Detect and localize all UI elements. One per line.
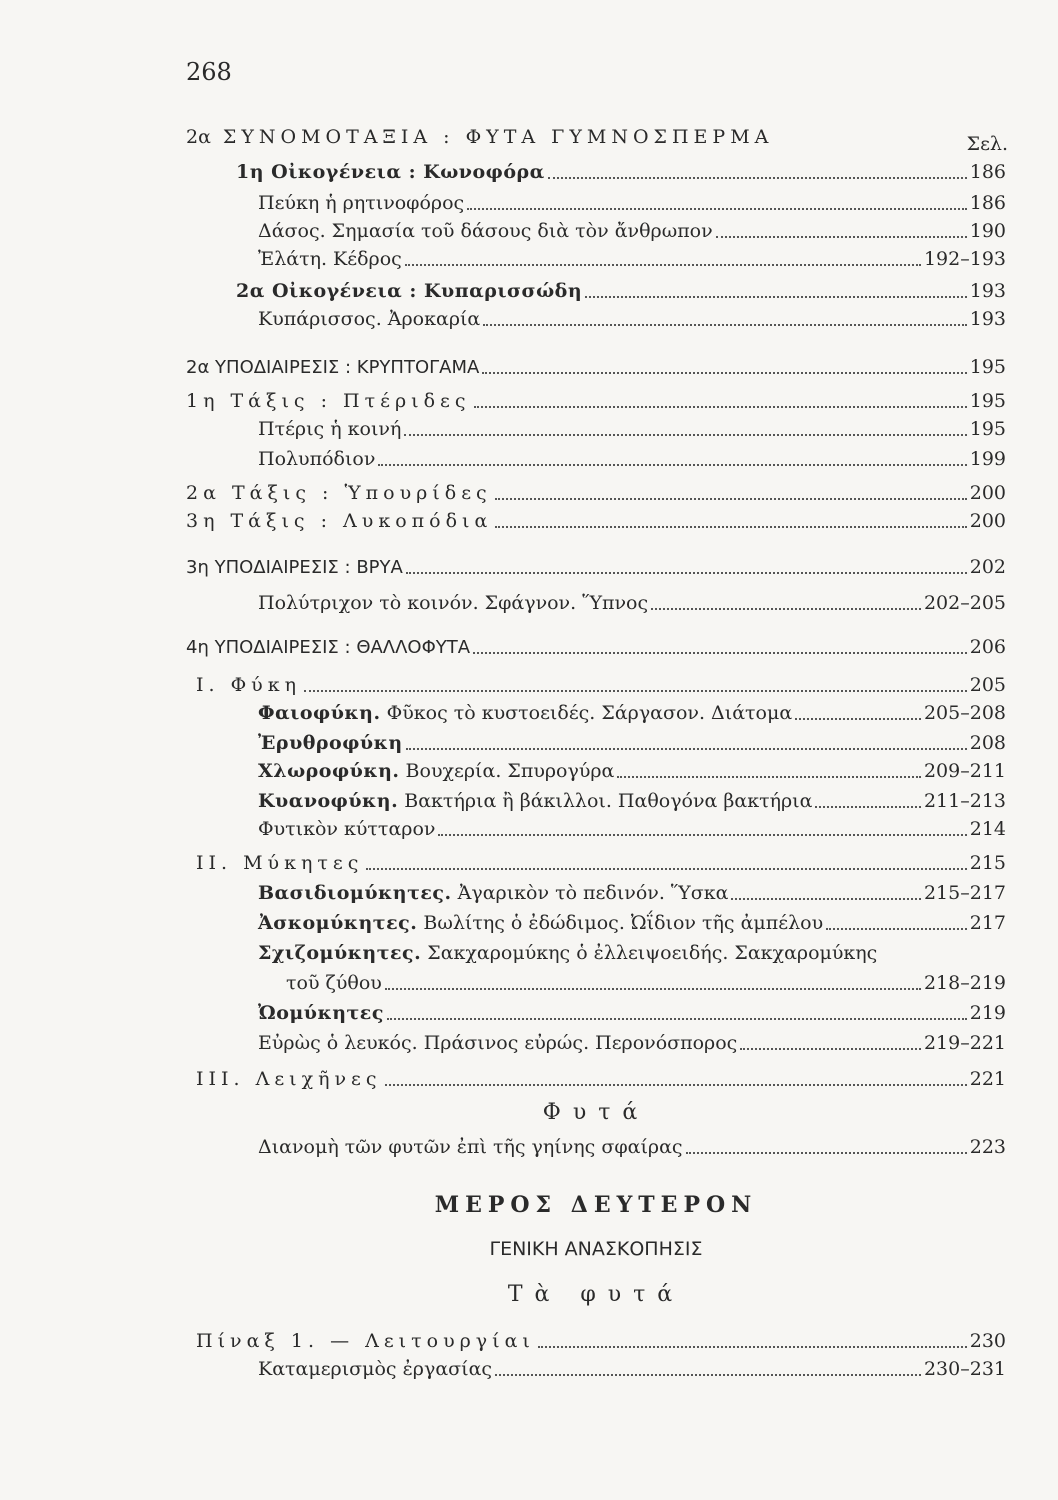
section-header (186, 126, 786, 148)
toc-entry[interactable] (186, 482, 1006, 504)
entry-page: 211–213 (923, 790, 1006, 812)
entry-text (186, 357, 479, 378)
leader-dots (495, 526, 966, 528)
entry-page: 195 (969, 356, 1006, 378)
toc-entry[interactable] (258, 760, 1006, 782)
entry-page: 202–205 (923, 592, 1006, 614)
entry-bold-heading: Χλωροφύκη. (258, 760, 400, 782)
entry-page: 205 (969, 674, 1006, 696)
entry-text (258, 942, 877, 964)
entry-page: 195 (969, 390, 1006, 412)
entry-bold-heading: 1η Οἰκογένεια : Κωνοφόρα (236, 161, 545, 183)
leader-dots (405, 264, 921, 266)
entry-description: Ι. Φύκη (196, 674, 301, 696)
entry-page: 230–231 (923, 1358, 1006, 1380)
entry-description: Δάσος. Σημασία τοῦ δάσους διὰ τὸν ἄνθρωπον (258, 220, 713, 242)
toc-entry[interactable] (186, 636, 1006, 658)
toc-entry[interactable] (258, 942, 1006, 964)
entry-text (258, 448, 375, 470)
entry-text (196, 674, 301, 696)
entry-description: Πεύκη ἡ ρητινοφόρος (258, 192, 465, 214)
entry-page: 219 (969, 1002, 1006, 1024)
entry-description: 2α Τάξις : Ὑπουρίδες (186, 482, 492, 504)
page-column-label: Σελ. (966, 133, 1008, 155)
toc-entry[interactable] (186, 556, 1006, 578)
entry-page: 200 (969, 482, 1006, 504)
entry-description: Φυτικὸν κύτταρον (258, 818, 436, 840)
entry-description: Ἐλάτη. Κέδρος (258, 248, 402, 270)
toc-entry-plants-distribution[interactable] (258, 1136, 1006, 1158)
leader-dots (617, 776, 921, 778)
leader-dots (385, 988, 921, 990)
entry-text (196, 1068, 382, 1090)
entry-bold-heading: Ὠομύκητες (258, 1002, 384, 1024)
entry-text (186, 482, 492, 504)
section-prefix: 2α (186, 126, 211, 148)
leader-dots (387, 1018, 967, 1020)
entry-page: 214 (969, 818, 1006, 840)
entry-description: τοῦ ζύθου (286, 972, 382, 994)
entry-description: Πολύτριχον τὸ κοινόν. Σφάγνον. Ὕπνος (258, 592, 649, 614)
part-two-subtitle: ΓΕΝΙΚΗ ΑΝΑΣΚΟΠΗΣΙΣ (489, 1238, 703, 1260)
leader-dots (686, 1152, 967, 1154)
leader-dots (495, 1374, 921, 1376)
toc-entry[interactable] (186, 510, 1006, 532)
entry-text (196, 852, 363, 874)
leader-dots (815, 806, 921, 808)
entry-text (258, 220, 713, 242)
entry-bold-heading: Ἐρυθροφύκη (258, 732, 403, 754)
entry-bold-heading: Κυανοφύκη. (258, 790, 399, 812)
entry-page: 200 (969, 510, 1006, 532)
part-two-section: Τὰ φυτά (507, 1282, 685, 1307)
toc-entry[interactable] (258, 882, 1006, 904)
toc-entry[interactable] (196, 674, 1006, 696)
entry-page: 215–217 (923, 882, 1006, 904)
leader-dots (826, 928, 967, 930)
entry-page: 221 (969, 1068, 1006, 1090)
entry-text (258, 248, 402, 270)
leader-dots (406, 748, 967, 750)
leader-dots (473, 652, 967, 654)
entry-page: 215 (969, 852, 1006, 874)
entry-page: 192–193 (923, 248, 1006, 270)
entry-description: Βουχερία. Σπυρογύρα (399, 760, 615, 782)
entry-description: 2α ΥΠΟΔΙΑΙΡΕΣΙΣ : ΚΡΥΠΤΟΓΑΜΑ (186, 357, 480, 378)
toc-entry[interactable] (186, 356, 1006, 378)
entry-page: 195 (969, 418, 1006, 440)
entry-description: Πτέρις ἡ κοινή (258, 418, 402, 440)
entry-description: ΙΙΙ. Λειχῆνες (196, 1068, 382, 1090)
section-title: ΣΥΝΟΜΟΤΑΞΙΑ : ΦΥΤΑ ΓΥΜΝΟΣΠΕΡΜΑ (222, 126, 774, 148)
entry-text (186, 390, 471, 412)
entry-page: 219–221 (923, 1032, 1006, 1054)
leader-dots (740, 1048, 921, 1050)
entry-text (186, 637, 470, 658)
entry-description: 3η ΥΠΟΔΙΑΙΡΕΣΙΣ : ΒΡΥΑ (186, 557, 403, 578)
leader-dots (404, 434, 966, 436)
entry-description: Εὐρὼς ὁ λευκός. Πράσινος εὐρώς. Περονόσπορος (258, 1032, 738, 1054)
leader-dots (474, 406, 967, 408)
page-number: 268 (186, 58, 232, 86)
leader-dots (651, 608, 921, 610)
entry-page: 186 (969, 161, 1006, 183)
entry-text (258, 790, 812, 812)
entry-page: 230 (969, 1330, 1006, 1352)
entry-bold-heading: 2α Οἰκογένεια : Κυπαρισσώδη (236, 280, 583, 302)
entry-description: 4η ΥΠΟΔΙΑΙΡΕΣΙΣ : ΘΑΛΛΟΦΥΤΑ (186, 637, 471, 658)
toc-entry[interactable] (258, 1032, 1006, 1054)
toc-entry[interactable] (196, 1068, 1006, 1090)
entry-description: Πολυπόδιον (258, 448, 376, 470)
toc-entry[interactable] (258, 418, 1006, 440)
toc-entry-division-of-labor[interactable] (258, 1358, 1006, 1380)
entry-text (258, 192, 464, 214)
entry-page: 202 (969, 556, 1006, 578)
part-two-title: ΜΕΡΟΣ ΔΕΥΤΕΡΟΝ (434, 1192, 758, 1218)
toc-entry[interactable] (258, 818, 1006, 840)
entry-description: Σακχαρομύκης ὁ ἐλλειψοειδής. Σακχαρομύκης (421, 942, 878, 964)
entry-description: Βωλίτης ὁ ἐδώδιμος. Ὠΐδιον τῆς ἀμπέλου (417, 912, 824, 934)
entry-page: 193 (969, 280, 1006, 302)
entry-text (258, 1002, 384, 1024)
toc-entry[interactable] (258, 912, 1006, 934)
leader-dots (406, 572, 967, 574)
toc-entry[interactable] (258, 790, 1006, 812)
toc-entry[interactable] (258, 308, 1006, 330)
entry-text: Διανομὴ τῶν φυτῶν ἐπὶ τῆς γηίνης σφαίρας (258, 1136, 683, 1158)
leader-dots (716, 236, 967, 238)
leader-dots (385, 1084, 967, 1086)
entry-bold-heading: Βασιδιομύκητες. (258, 882, 452, 904)
entry-page: 199 (969, 448, 1006, 470)
entry-page: 217 (969, 912, 1006, 934)
entry-page: 223 (969, 1136, 1006, 1158)
entry-text (258, 702, 792, 724)
leader-dots (378, 464, 966, 466)
entry-text (186, 510, 492, 532)
leader-dots (366, 868, 966, 870)
toc-entry[interactable] (258, 192, 1006, 214)
entry-description: Κυπάρισσος. Ἀροκαρία (258, 308, 481, 330)
entry-description: ΙΙ. Μύκητες (196, 852, 364, 874)
leader-dots (483, 324, 966, 326)
entry-text (236, 161, 545, 183)
entry-description: Βακτήρια ἢ βάκιλλοι. Παθογόνα βακτήρια (398, 790, 813, 812)
entry-page: 193 (969, 308, 1006, 330)
toc-entry[interactable] (258, 220, 1006, 242)
entry-bold-heading: Φαιοφύκη. (258, 702, 381, 724)
entry-page: 206 (969, 636, 1006, 658)
entry-text (258, 760, 614, 782)
toc-entry-table-1[interactable] (196, 1330, 1006, 1352)
toc-entry[interactable] (258, 1002, 1006, 1024)
entry-text (186, 557, 403, 578)
leader-dots (731, 898, 921, 900)
leader-dots (482, 372, 966, 374)
entry-text (258, 818, 435, 840)
toc-entry[interactable] (258, 702, 1006, 724)
entry-description: Ἀγαρικὸν τὸ πεδινόν. Ὕσκα (451, 882, 729, 904)
toc-entry[interactable] (286, 972, 1006, 994)
leader-dots (585, 296, 967, 298)
entry-description: 3η Τάξις : Λυκοπόδια (186, 510, 493, 532)
entry-bold-heading: Σχιζομύκητες. (258, 942, 422, 964)
toc-entry[interactable] (258, 732, 1006, 754)
entry-text: Πίναξ 1. — Λειτουργίαι (196, 1330, 535, 1352)
entry-page: 190 (969, 220, 1006, 242)
entry-text (258, 732, 403, 754)
leader-dots (304, 690, 967, 692)
entry-page: 209–211 (923, 760, 1006, 782)
entry-text (258, 592, 648, 614)
entry-text (236, 280, 582, 302)
toc-entry[interactable] (258, 592, 1006, 614)
entry-page: 186 (969, 192, 1006, 214)
toc-entry[interactable] (236, 161, 1006, 183)
entry-text (286, 972, 382, 994)
leader-dots (538, 1346, 967, 1348)
entry-page: 208 (969, 732, 1006, 754)
entry-description: 1η Τάξις : Πτέριδες (186, 390, 471, 412)
entry-text (258, 1032, 737, 1054)
entry-page: 218–219 (923, 972, 1006, 994)
toc-entry[interactable] (186, 390, 1006, 412)
toc-entry[interactable] (236, 280, 1006, 302)
leader-dots (548, 177, 967, 179)
leader-dots (795, 718, 921, 720)
toc-entry[interactable] (258, 448, 1006, 470)
entry-text (258, 912, 823, 934)
leader-dots (495, 498, 967, 500)
leader-dots (438, 834, 966, 836)
entry-text: Καταμερισμὸς ἐργασίας (258, 1358, 493, 1380)
toc-entry[interactable] (196, 852, 1006, 874)
entry-description: Φῦκος τὸ κυστοειδές. Σάργασον. Διάτομα (380, 702, 793, 724)
entry-text (258, 882, 728, 904)
entry-page: 205–208 (923, 702, 1006, 724)
toc-entry[interactable] (258, 248, 1006, 270)
entry-text (258, 308, 480, 330)
leader-dots (467, 208, 967, 210)
entry-bold-heading: Ἀσκομύκητες. (258, 912, 418, 934)
entry-text (258, 418, 401, 440)
plants-heading: Φυτά (542, 1100, 650, 1125)
